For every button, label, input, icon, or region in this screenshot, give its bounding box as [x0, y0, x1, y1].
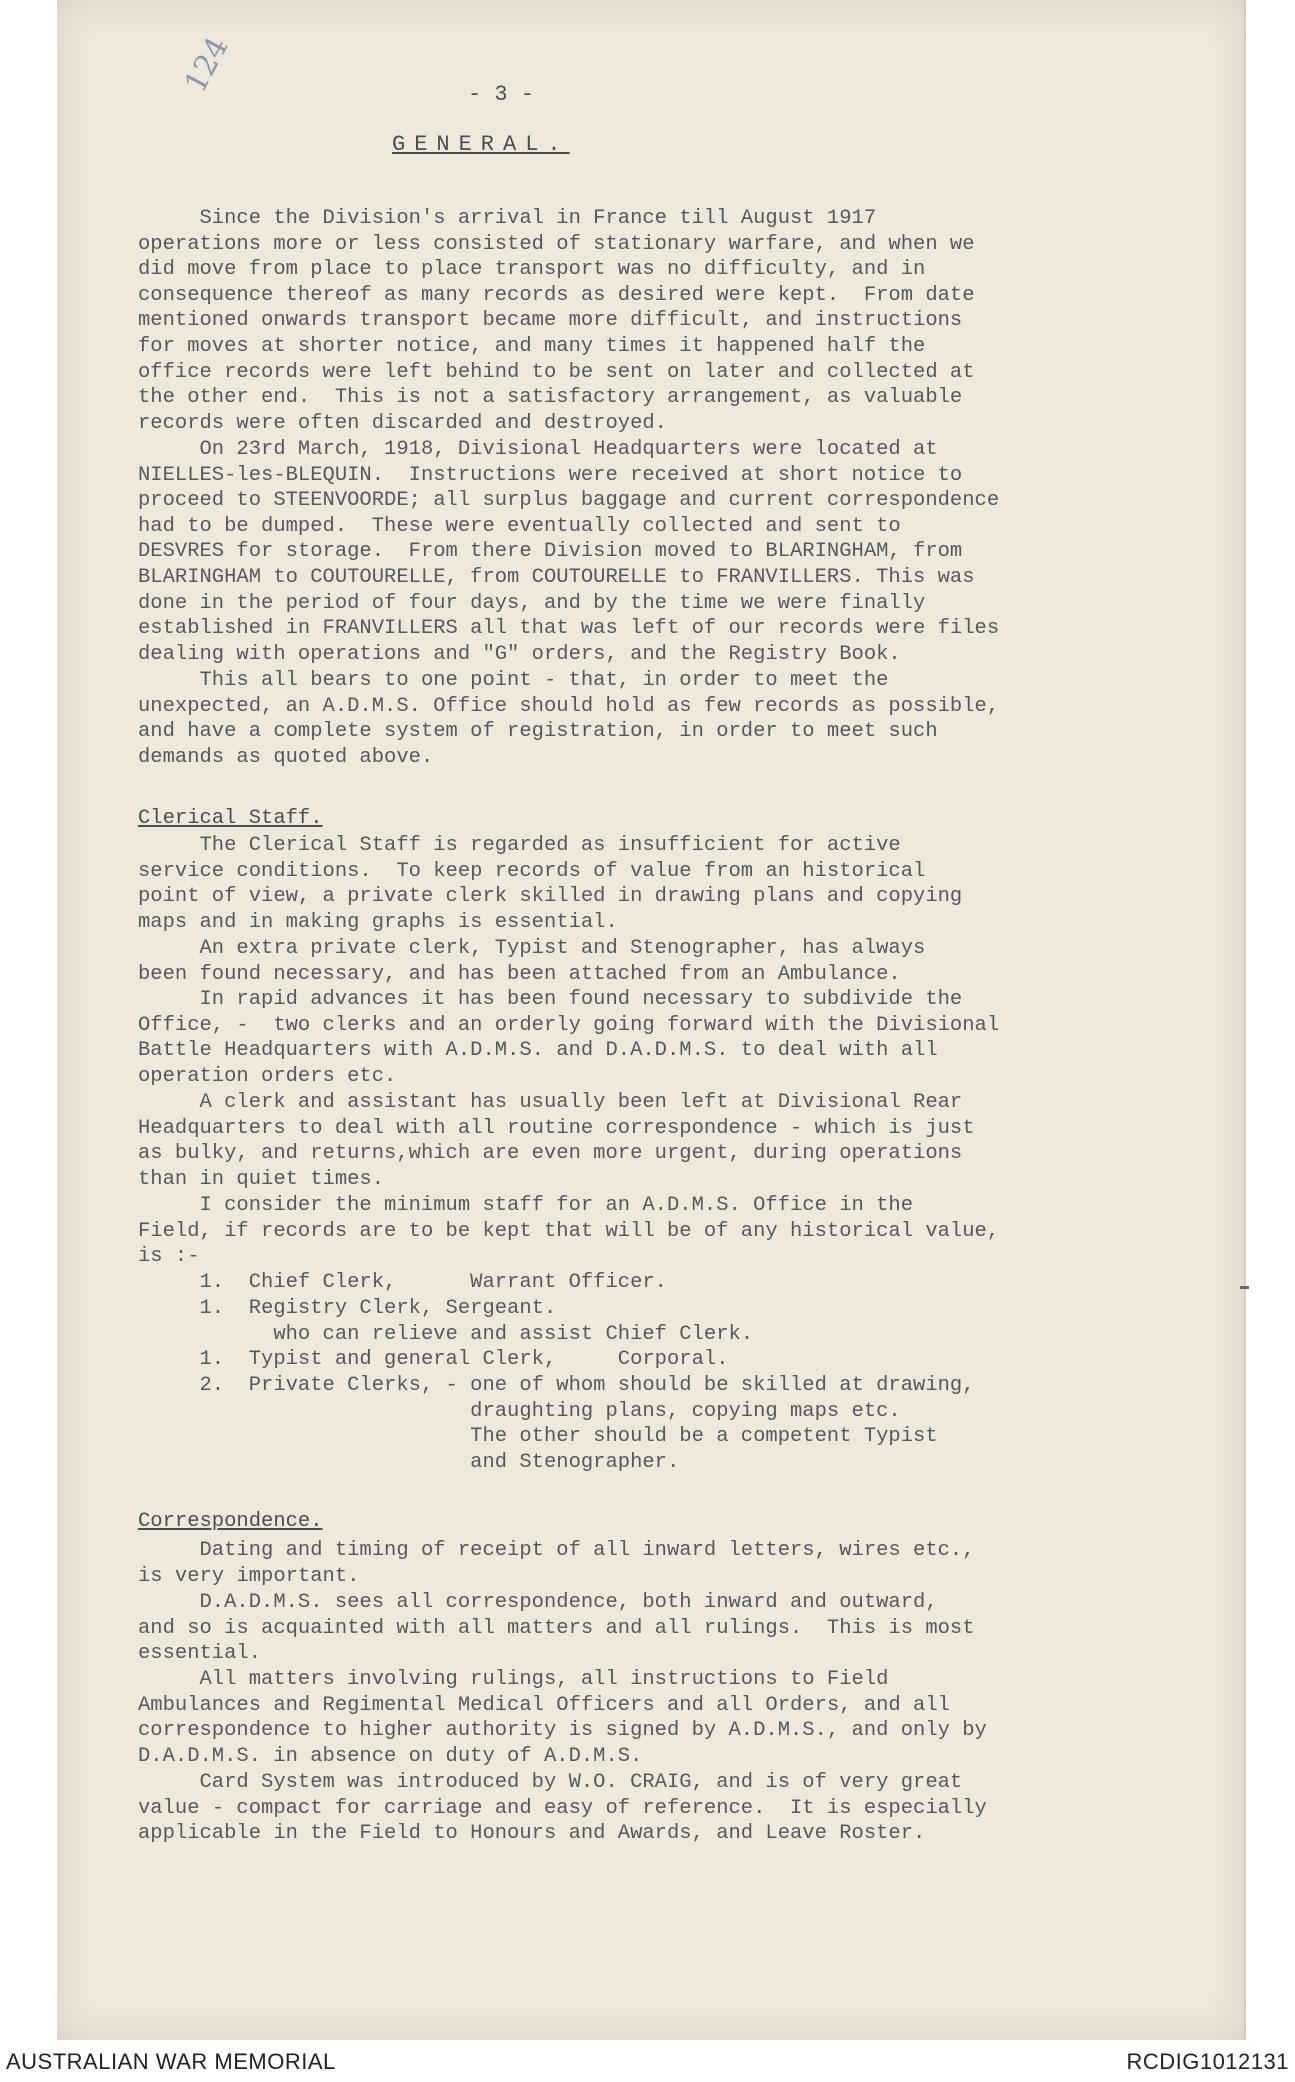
margin-mark: [1240, 1286, 1249, 1289]
correspondence-para-3: All matters involving rulings, all instructions to Field Ambulances and Regimental Medical Officers and all Orders, and all correspondence to higher authority is signed by A.D.M.S., and only by D.A.D.M.S. in absence on duty of A.D.M.S.: [138, 1668, 987, 1768]
correspondence-para-1: Dating and timing of receipt of all inward letters, wires etc., is very important.: [138, 1539, 975, 1588]
staff-list-item: and Stenographer.: [138, 1451, 680, 1474]
general-para-3: This all bears to one point - that, in order to meet the unexpected, an A.D.M.S. Office should hold as few records as possible, and have a complete system of registration, in order to meet such demands as quoted above.: [138, 669, 1000, 769]
staff-list-item: 1. Typist and general Clerk, Corporal.: [138, 1348, 729, 1371]
page-title: GENERAL.: [392, 132, 570, 157]
clerical-para-4: A clerk and assistant has usually been left at Divisional Rear Headquarters to deal with all routine correspondence - which is just as bulky, and returns,which are even more urgent, during operations than in quiet times.: [138, 1091, 975, 1191]
staff-list-item: draughting plans, copying maps etc.: [138, 1400, 901, 1423]
staff-list-item: The other should be a competent Typist: [138, 1425, 938, 1448]
section-heading-clerical-staff: Clerical Staff.: [138, 807, 323, 830]
correspondence-para-4: Card System was introduced by W.O. CRAIG, and is of very great value - compact for carriage and easy of reference. It is especially applicable in the Field to Honours and Awards, and Leave Roster.: [138, 1771, 987, 1846]
section-heading-correspondence: Correspondence.: [138, 1510, 323, 1533]
staff-list-item: 1. Chief Clerk, Warrant Officer.: [138, 1271, 667, 1294]
footer-source: AUSTRALIAN WAR MEMORIAL: [6, 2049, 336, 2074]
clerical-para-5: I consider the minimum staff for an A.D.M.S. Office in the Field, if records are to be kept that will be of any historical value, is :-: [138, 1194, 1000, 1269]
general-para-1: Since the Division's arrival in France till August 1917 operations more or less consisted of stationary warfare, and when we did move from place to place transport was no difficulty, and in consequence thereof as many records as desired were kept. From date mentioned onwards transport became more difficult, and instructions for moves at shorter notice, and many times it happened half the office records were left behind to be sent on later and collected at the other end. This is not a satisfactory arrangement, as valuable records were often discarded and destroyed.: [138, 207, 975, 435]
footer-id: RCDIG1012131: [1126, 2049, 1289, 2074]
staff-list-item: 2. Private Clerks, - one of whom should be skilled at drawing,: [138, 1374, 975, 1397]
clerical-para-3: In rapid advances it has been found necessary to subdivide the Office, - two clerks and an orderly going forward with the Divisional Battle Headquarters with A.D.M.S. and D.A.D.M.S. to deal with all operation orders etc.: [138, 988, 1000, 1088]
folio-mark: 124: [178, 31, 236, 99]
general-para-2: On 23rd March, 1918, Divisional Headquarters were located at NIELLES-les-BLEQUIN. Instructions were received at short notice to proceed to STEENVOORDE; all surplus baggage and current correspondence had to be dumped. These were eventually collected and sent to DESVRES for storage. From there Division moved to BLARINGHAM, from BLARINGHAM to COUTOURELLE, from COUTOURELLE to FRANVILLERS. This was done in the period of four days, and by the time we were finally established in FRANVILLERS all that was left of our records were files dealing with operations and "G" orders, and the Registry Book.: [138, 438, 1000, 666]
clerical-para-1: The Clerical Staff is regarded as insufficient for active service conditions. To keep records of value from an historical point of view, a private clerk skilled in drawing plans and copying maps and in making graphs is essential.: [138, 834, 963, 934]
staff-list-item: 1. Registry Clerk, Sergeant.: [138, 1297, 557, 1320]
staff-list-item: who can relieve and assist Chief Clerk.: [138, 1323, 754, 1346]
correspondence-para-2: D.A.D.M.S. sees all correspondence, both inward and outward, and so is acquainted with all matters and all rulings. This is most essential.: [138, 1591, 975, 1666]
page-number: - 3 -: [468, 82, 535, 107]
clerical-para-2: An extra private clerk, Typist and Stenographer, has always been found necessary, and has been attached from an Ambulance.: [138, 937, 926, 986]
